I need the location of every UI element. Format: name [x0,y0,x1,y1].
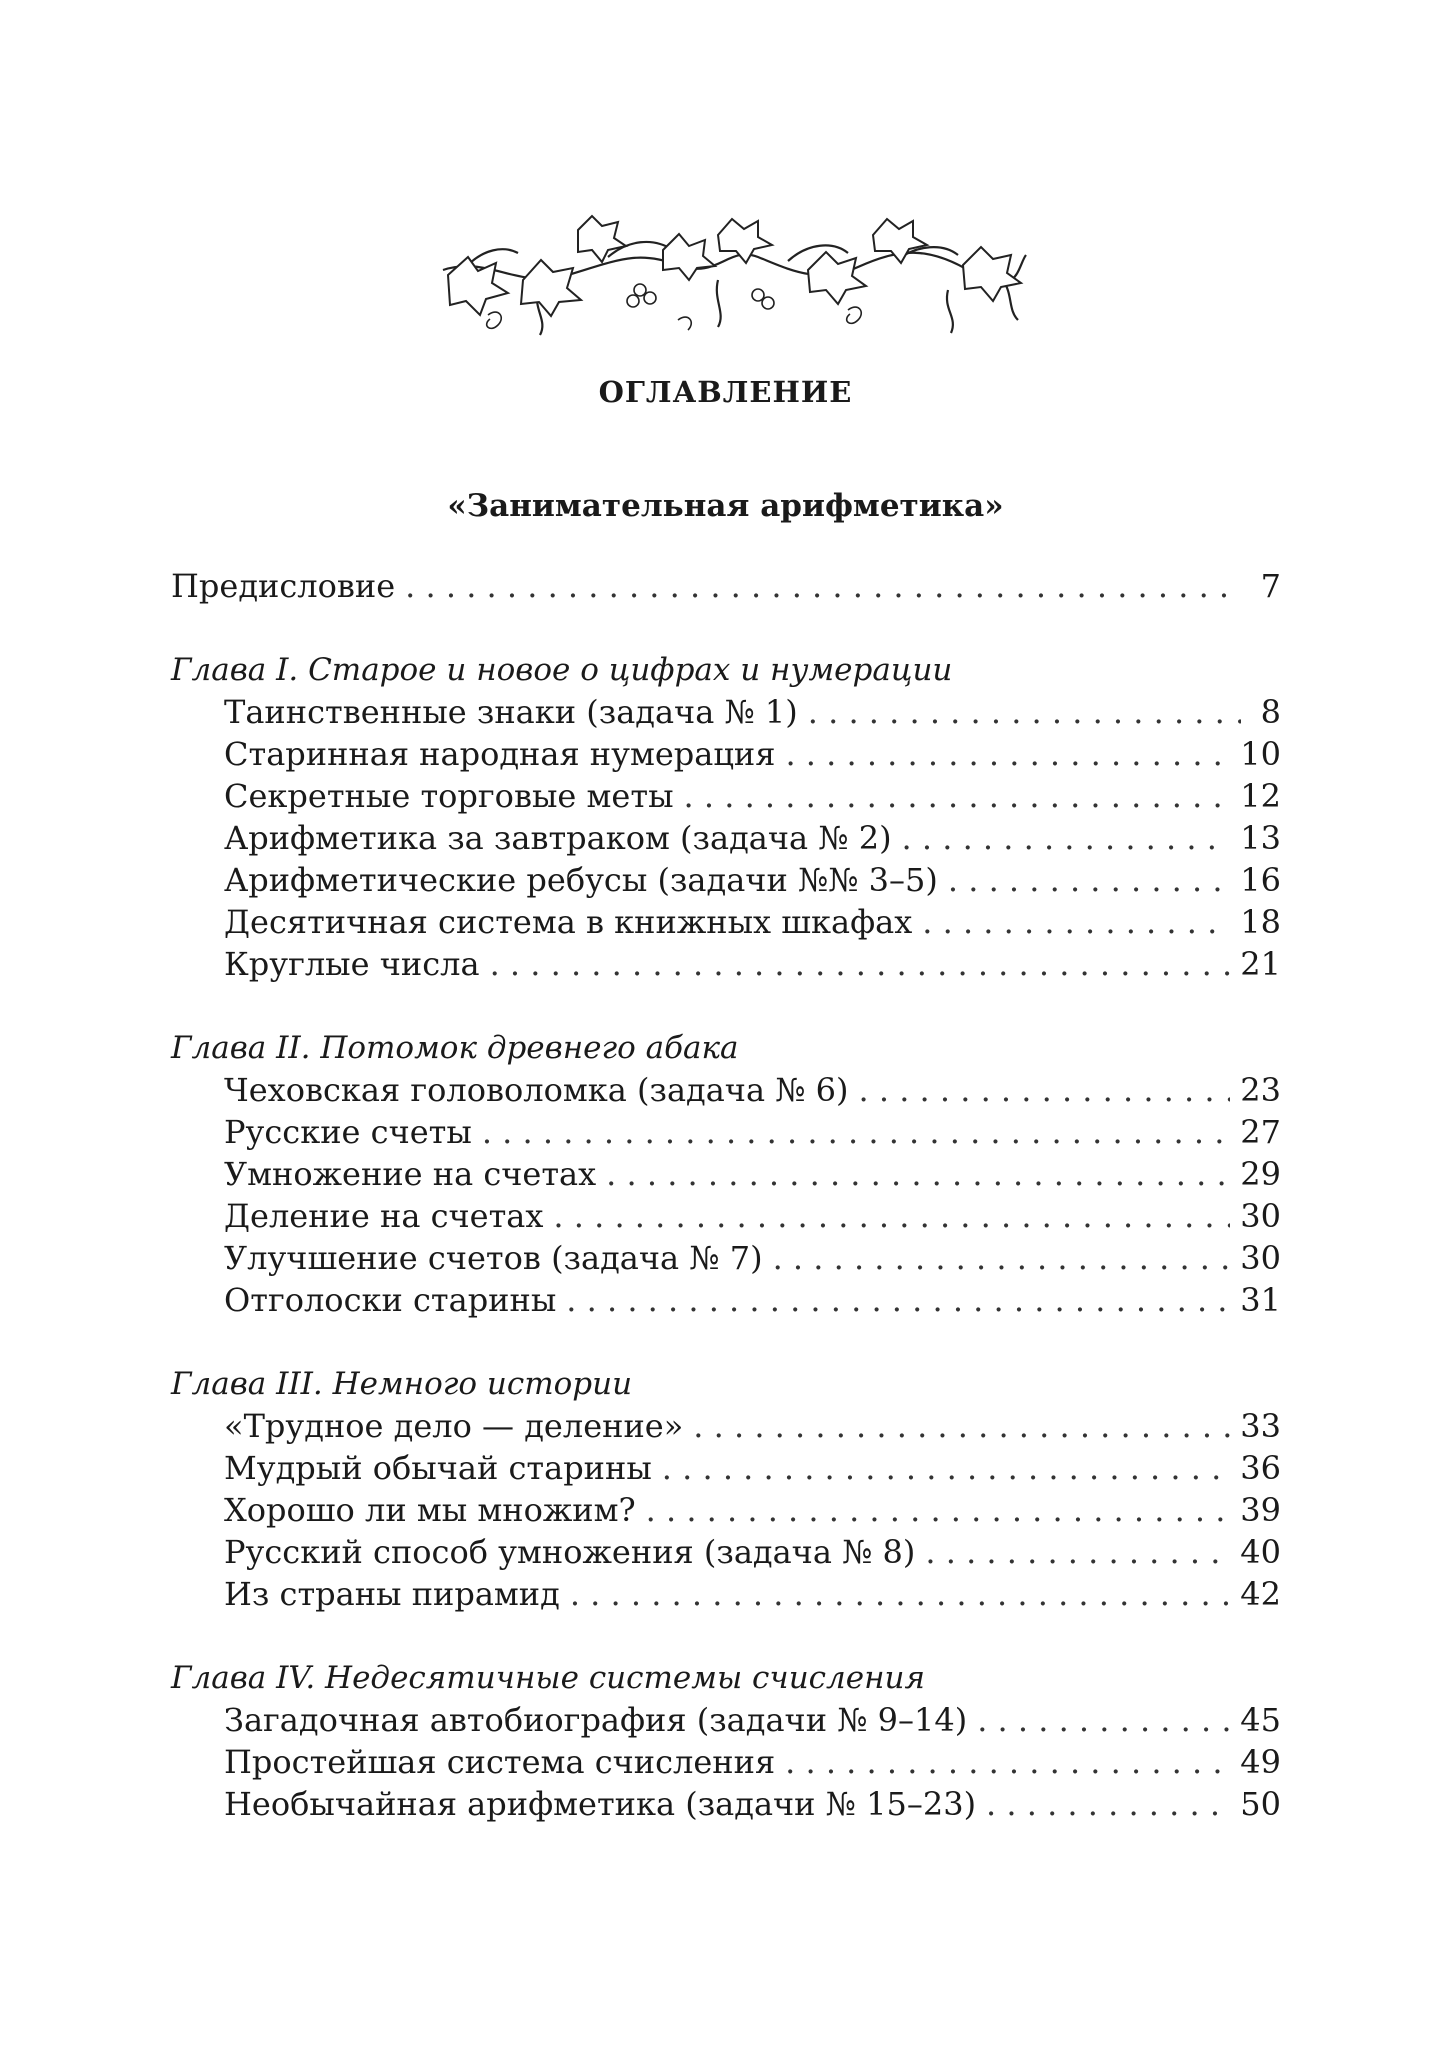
toc-page-number: 30 [1240,1239,1281,1277]
dot-leader [693,1405,1230,1447]
toc-entry-label: Арифметические ребусы (задачи №№ 3–5) [224,861,938,899]
dot-leader [566,1279,1230,1321]
toc-page-number: 13 [1240,819,1281,857]
toc-entry[interactable] [171,1153,1281,1195]
toc-entry-label: Из страны пирамид [224,1575,560,1613]
toc-page-number: 33 [1240,1407,1281,1445]
toc-entry-label: Умножение на счетах [224,1155,597,1193]
toc-entry[interactable] [171,859,1281,901]
toc-entry-label: Загадочная автобиография (задачи № 9–14) [224,1701,968,1739]
dot-leader [482,1111,1230,1153]
dot-leader [606,1153,1230,1195]
toc-entry[interactable] [171,1783,1281,1825]
dot-leader [922,901,1230,943]
contents-title: ОГЛАВЛЕНИЕ [598,375,853,409]
toc-entry[interactable] [171,1405,1281,1447]
toc-entry-label: Секретные торговые меты [224,777,674,815]
chapter-heading: Глава II. Потомок древнего абака [171,1030,739,1066]
toc-entry-label: Русский способ умножения (задача № 8) [224,1533,916,1571]
toc-entry-label: Таинственные знаки (задача № 1) [224,693,798,731]
toc-page-number: 49 [1240,1743,1281,1781]
toc-entry[interactable] [171,1279,1281,1321]
toc-page-number: 18 [1240,903,1281,941]
dot-leader [808,691,1241,733]
toc-entry[interactable] [171,901,1281,943]
dot-leader [662,1447,1230,1489]
toc-page-number: 27 [1240,1113,1281,1151]
dot-leader [859,1069,1231,1111]
chapter-heading: Глава I. Старое и новое о цифрах и нумерации [171,652,953,688]
toc-entry[interactable] [171,1573,1281,1615]
dot-leader [948,859,1230,901]
toc-entry-label: Арифметика за завтраком (задача № 2) [224,819,892,857]
toc-page-number: 8 [1260,693,1281,731]
toc-entry-label: Простейшая система счисления [224,1743,776,1781]
dot-leader [986,1783,1230,1825]
toc-entry-preface[interactable] [171,565,1281,607]
vine-ornament [428,195,1033,345]
toc-entry-label: Предисловие [171,567,396,605]
dot-leader [570,1573,1230,1615]
toc-entry-label: Русские счеты [224,1113,472,1151]
toc-page-number: 50 [1240,1785,1281,1823]
dot-leader [902,817,1231,859]
dot-leader [405,565,1241,607]
toc-entry[interactable] [171,775,1281,817]
toc-entry-label: Отголоски старины [224,1281,557,1319]
toc-entry[interactable] [171,1069,1281,1111]
dot-leader [684,775,1231,817]
dot-leader [490,943,1231,985]
toc-entry-label: Мудрый обычай старины [224,1449,652,1487]
dot-leader [773,1237,1231,1279]
toc-entry[interactable] [171,733,1281,775]
toc-entry-label: Улучшение счетов (задача № 7) [224,1239,763,1277]
toc-entry[interactable] [171,943,1281,985]
toc-entry[interactable] [171,1195,1281,1237]
toc-page-number: 36 [1240,1449,1281,1487]
chapter-heading: Глава IV. Недесятичные системы счисления [171,1660,926,1696]
toc-page-number: 16 [1240,861,1281,899]
toc-entry-label: Деление на счетах [224,1197,544,1235]
toc-entry[interactable] [171,1699,1281,1741]
toc-page-number: 7 [1260,567,1281,605]
toc-entry[interactable] [171,691,1281,733]
dot-leader [646,1489,1231,1531]
toc-entry[interactable] [171,817,1281,859]
toc-page-number: 45 [1240,1701,1281,1739]
toc-page-number: 23 [1240,1071,1281,1109]
table-of-contents [171,565,1281,1825]
book-subtitle: «Занимательная арифметика» [447,488,1004,524]
dot-leader [553,1195,1230,1237]
toc-page-number: 39 [1240,1491,1281,1529]
dot-leader [785,733,1230,775]
toc-page-number: 42 [1240,1575,1281,1613]
dot-leader [925,1531,1230,1573]
toc-page-number: 10 [1240,735,1281,773]
toc-entry-label: Необычайная арифметика (задачи № 15–23) [224,1785,977,1823]
toc-page-number: 29 [1240,1155,1281,1193]
toc-entry[interactable] [171,1447,1281,1489]
toc-page-number: 12 [1240,777,1281,815]
chapter-heading: Глава III. Немного истории [171,1366,633,1402]
toc-entry[interactable] [171,1111,1281,1153]
toc-entry-label: Круглые числа [224,945,480,983]
toc-entry[interactable] [171,1741,1281,1783]
toc-entry-label: Десятичная система в книжных шкафах [224,903,913,941]
toc-page-number: 21 [1240,945,1281,983]
toc-entry-label: «Трудное дело — деление» [224,1407,684,1445]
toc-page-number: 30 [1240,1197,1281,1235]
toc-entry-label: Старинная народная нумерация [224,735,776,773]
dot-leader [977,1699,1230,1741]
toc-entry-label: Хорошо ли мы множим? [224,1491,636,1529]
toc-page-number: 40 [1240,1533,1281,1571]
toc-entry[interactable] [171,1237,1281,1279]
toc-page-number: 31 [1240,1281,1281,1319]
toc-entry-label: Чеховская головоломка (задача № 6) [224,1071,849,1109]
toc-entry[interactable] [171,1531,1281,1573]
dot-leader [785,1741,1230,1783]
toc-entry[interactable] [171,1489,1281,1531]
